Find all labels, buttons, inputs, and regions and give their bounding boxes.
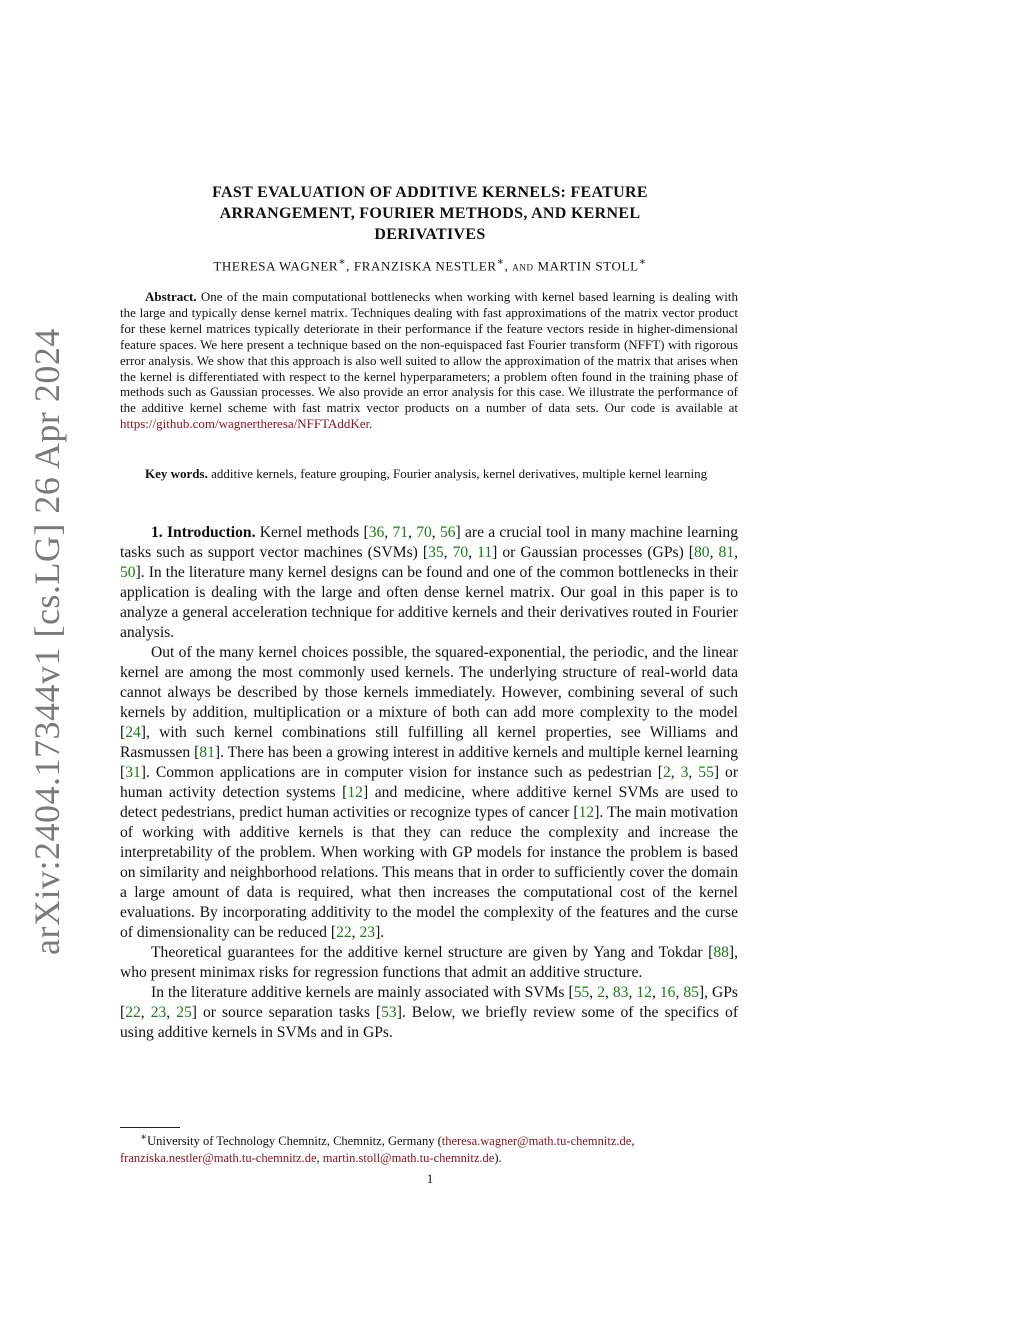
author-2: FRANZISKA NESTLER: [353, 258, 497, 274]
citation-link[interactable]: 55: [573, 984, 590, 1001]
text: In the literature additive kernels are mainly associated with SVMs [: [151, 984, 574, 1001]
author-conjunction: and: [512, 258, 534, 274]
citation-link[interactable]: 11: [477, 544, 493, 561]
text: ], who present minimax risks for regression functions that admit an additive structure.: [120, 944, 738, 981]
citation-link[interactable]: 23: [150, 1004, 167, 1021]
citation-link[interactable]: 85: [683, 984, 699, 1001]
intro-paragraph-2: Out of the many kernel choices possible, the squared-exponential, the periodic, and the linear kernel are among the most commonly used kernels. The underlying structure of real-world data cannot always be described by those kernels immediately. However, combining several of such kernels by addition, multiplication or a mixture of both can add more complexity to the model [24], with such kernel combinations still fulfilling all kernel properties, see Williams and Rasmussen [81]. There has been a growing interest in additive kernels and multiple kernel learning [31]. Common applications are in computer vision for instance such as pedestrian [2, 3, 55] or human activity detection systems [12] and medicine, where additive kernel SVMs are used to detect pedestrians, predict human activities or recognize types of cancer [12]. The main motivation of working with additive kernels is that they can reduce the complexity and increase the interpretability of the problem. When working with GP models for instance the problem is based on similarity and neighborhood relations. This means that in order to sufficiently cover the domain a large amount of data is required, what then increases the computational cost of the kernel evaluations. By incorporating additivity to the model the complexity of the features and the curse of dimensionality can be reduced [22, 23].: [120, 644, 739, 941]
text: ], GPs [: [120, 984, 739, 1021]
text: ] or source separation tasks [: [191, 1004, 382, 1021]
keywords-text: additive kernels, feature grouping, Fourier analysis, kernel derivatives, multiple kernel learning: [211, 466, 708, 481]
citation-link[interactable]: 12: [636, 984, 652, 1001]
citation-link[interactable]: 3: [680, 764, 689, 781]
abstract-text: One of the main computational bottlenecks when working with kernel based learning is dealing with the large and typically dense kernel matrix. Techniques dealing with fast approximations of the matrix vector product for these kernel matrices typically deteriorate in their performance if the feature vectors reside in higher-dimensional feature spaces. We here present a technique based on the non-equispaced fast Fourier transform (NFFT) with rigorous error analysis. We show that this approach is also well suited to allow the approximation of the matrix that arises when the kernel is differentiated with respect to the kernel hyperparameters; a problem often found in the training phase of methods such as Gaussian processes. We also provide an error analysis for this case. We illustrate the performance of the additive kernel scheme with fast matrix vector products on a number of data sets. Our code is available at: [120, 289, 738, 416]
footnote-mark: ∗: [140, 1132, 148, 1143]
text: ]. The main motivation of working with additive kernels is that they can reduce the complexity and increase the interpretability of the problem. When working with GP models for instance the problem is based on similarity and neighborhood relations. This means that in order to sufficiently cover the domain a large amount of data is required, what then increases the computational cost of the kernel evaluations. By incorporating additivity to the model the complexity of the features and the curse of dimensionality can be reduced [: [120, 804, 738, 941]
author-list: THERESA WAGNER∗, FRANZISKA NESTLER∗, and MARTIN STOLL∗: [213, 256, 647, 274]
section-heading: Introduction.: [166, 524, 256, 541]
author-1: THERESA WAGNER: [213, 258, 339, 274]
email-link-wagner[interactable]: theresa.wagner@math.tu-chemnitz.de: [441, 1134, 632, 1149]
paper-title: [120, 182, 740, 245]
text: ].: [375, 924, 385, 941]
citation-link[interactable]: 23: [359, 924, 376, 941]
text: ]. There has been a growing interest in additive kernels and multiple kernel learning [: [120, 744, 739, 781]
text: ] or Gaussian processes (GPs) [: [492, 544, 694, 561]
text: Out of the many kernel choices possible, the squared-exponential, the periodic, and the linear kernel are among the most commonly used kernels. The underlying structure of real-world data cannot always be described by those kernels immediately. However, combining several of such kernels by addition, multiplication or a mixture of both can add more complexity to the model [: [120, 644, 738, 741]
arxiv-sidebar-stamp: arXiv:2404.17344v1 [cs.LG] 26 Apr 2024: [27, 328, 67, 955]
citation-link[interactable]: 81: [199, 744, 215, 761]
citation-link[interactable]: 12: [347, 784, 363, 801]
text: ], with such kernel combinations still fulfilling all kernel properties, see Williams and Rasmussen [: [120, 724, 738, 761]
citation-link[interactable]: 25: [176, 1004, 192, 1021]
citation-link[interactable]: 31: [125, 764, 141, 781]
citation-link[interactable]: 88: [713, 944, 729, 961]
code-repo-link[interactable]: https://github.com/wagnertheresa/NFFTAddKer: [120, 416, 370, 432]
abstract-end: .: [369, 416, 373, 432]
intro-paragraph-1: 1. Introduction. Kernel methods [36, 71, 70, 56] are a crucial tool in many machine learning tasks such as support vector machines (SVMs) [35, 70, 11] or Gaussian processes (GPs) [80, 81, 50]. In the literature many kernel designs can be found and one of the common bottlenecks in their application is dealing with the large and often dense kernel matrix. Our goal in this paper is to analyze a general acceleration technique for additive kernels and their derivatives routed in Fourier analysis.: [120, 524, 739, 641]
abstract-label: Abstract.: [145, 289, 197, 304]
abstract: [120, 289, 738, 432]
citation-link[interactable]: 22: [336, 924, 352, 941]
text: ] are a crucial tool in many machine learning tasks such as support vector machines (SVMs) [: [120, 524, 739, 561]
text: ]. Common applications are in computer vision for instance such as pedestrian [: [140, 764, 663, 781]
intro-paragraph-3: [120, 943, 738, 983]
text: ]. In the literature many kernel designs can be found and one of the common bottlenecks in their application is dealing with the large and often dense kernel matrix. Our goal in this paper is to analyze a general acceleration technique for additive kernels and their derivatives routed in Fourier analysis.: [120, 564, 738, 641]
citation-link[interactable]: 36: [368, 524, 385, 541]
citation-link[interactable]: 12: [578, 804, 595, 821]
citation-link[interactable]: 2: [597, 984, 605, 1001]
email-link-stoll[interactable]: martin.stoll@math.tu-chemnitz.de: [322, 1151, 495, 1166]
keywords: [120, 466, 738, 482]
title-line-2: ARRANGEMENT, FOURIER METHODS, AND KERNEL: [219, 205, 641, 222]
footnote-end: ).: [494, 1151, 502, 1166]
text: Theoretical guarantees for the additive kernel structure are given by Yang and Tokdar [: [151, 944, 714, 961]
title-line-3: DERIVATIVES: [374, 226, 486, 243]
text: ] or human activity detection systems [: [120, 764, 739, 801]
footnote: [120, 1129, 740, 1167]
author-2-mark: ∗: [496, 256, 505, 268]
text: ] and medicine, where additive kernel SVMs are used to detect pedestrians, predict human activities or recognize types of cancer [: [120, 784, 738, 821]
page-number: 1: [426, 1171, 434, 1186]
citation-link[interactable]: 35: [428, 544, 444, 561]
citation-link[interactable]: 50: [120, 564, 136, 581]
citation-link[interactable]: 70: [416, 524, 432, 541]
citation-link[interactable]: 2: [662, 764, 671, 781]
footnote-separator: ,: [631, 1134, 635, 1149]
author-1-mark: ∗: [338, 256, 347, 268]
citation-link[interactable]: 55: [698, 764, 714, 781]
citation-link[interactable]: 24: [125, 724, 141, 741]
introduction-section: [120, 523, 738, 1043]
citation-link[interactable]: 22: [125, 1004, 141, 1021]
citation-link[interactable]: 56: [439, 524, 456, 541]
citation-link[interactable]: 16: [659, 984, 676, 1001]
citation-link[interactable]: 53: [381, 1004, 397, 1021]
citation-link[interactable]: 81: [718, 544, 735, 561]
text: Kernel methods [: [259, 524, 369, 541]
citation-link[interactable]: 80: [693, 544, 710, 561]
footnote-separator: ,: [316, 1151, 323, 1166]
citation-link[interactable]: 70: [452, 544, 469, 561]
footnote-affiliation: University of Technology Chemnitz, Chemnitz, Germany (: [147, 1134, 442, 1149]
keywords-label: Key words.: [145, 466, 208, 481]
email-link-nestler[interactable]: franziska.nestler@math.tu-chemnitz.de: [120, 1151, 317, 1166]
text: ]. Below, we briefly review some of the specifics of using additive kernels in SVMs and in GPs.: [120, 1004, 739, 1041]
footnote-rule: [120, 1127, 180, 1128]
author-3: MARTIN STOLL: [537, 258, 639, 274]
title-line-1: FAST EVALUATION OF ADDITIVE KERNELS: FEATURE: [212, 184, 648, 201]
citation-link[interactable]: 71: [392, 524, 409, 541]
section-number: 1.: [151, 524, 163, 541]
intro-paragraph-4: In the literature additive kernels are mainly associated with SVMs [55, 2, 83, 12, 16, 85], GPs [22, 23, 25] or source separation tasks [53]. Below, we briefly review some of the specifics of using additive kernels in SVMs and in GPs.: [120, 984, 739, 1041]
author-3-mark: ∗: [638, 256, 647, 268]
citation-link[interactable]: 83: [612, 984, 629, 1001]
